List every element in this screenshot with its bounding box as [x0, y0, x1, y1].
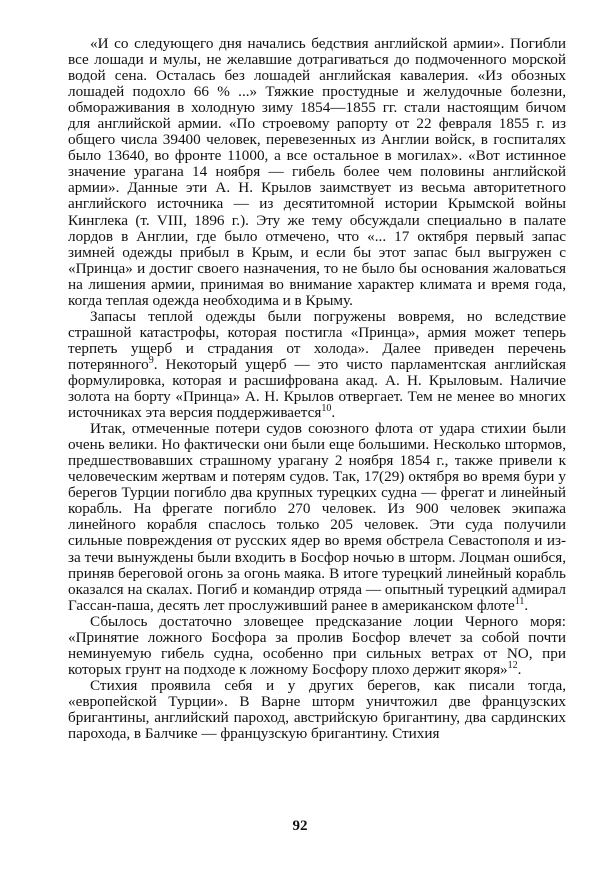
footnote-ref-10: 10 [321, 403, 332, 415]
footnote-ref-9: 9 [148, 354, 154, 366]
footnote-ref-11: 11 [514, 595, 525, 607]
paragraph-1 [68, 36, 566, 309]
footnote-ref-12: 12 [507, 659, 518, 671]
paragraph-1-text: «И со следующего дня начались бедствия английской армии». Погибли все лошади и мулы, не желавшие дотрагиваться до подмоченного морской водой сена. Осталась без лошадей английская кавалерия. «Из обозных лошадей подохло 66 % ...» Тяжкие простудные и желудочные болезни, обмораживания в холодную зиму 1854—1855 гг. стали настоящим бичом для английской армии. «По строевому рапорту от 22 февраля 1855 г. из общего числа 39400 человек, перевезенных из Англии войск, в госпиталях было 13640, во фронте 11000, а все остальное в могилах». «Вот истинное значение урагана 14 ноября — гибель более чем половины английской армии». Данные эти А. Н. Крылов заимствует из весьма авторитетного английского источника — из десятитомной истории Крымской войны Кинглека (т. VIII, 1896 г.). Эту же тему обсуждали специально в палате лордов в Англии, где было отмечено, что «... 17 октября первый запас зимней одежды прибыл в Крым, и если бы этот запас был выгружен с «Принца» и достиг своего назначения, то не было бы основания жаловаться на лишения армии, принимая во внимание характер климата и время года, когда теплая одежда необходима и в Крыму. [68, 35, 566, 309]
paragraph-4 [68, 614, 566, 678]
paragraph-5-text: Стихия проявила себя и у других берегов, как писали тогда, «европейской Турции». В Варне шторм уничтожил две французских бригантины, английский пароход, австрийскую бригантину, два сардинских парохода, в Балчике — французскую бригантину. Стихия [68, 676, 566, 743]
paragraph-2-tail: . [331, 404, 336, 422]
paragraph-4-text: Сбылось достаточно зловещее предсказание лоции Черного моря: «Принятие ложного Босфора за пролив Босфор влечет за собой почти неминуемую гибель судна, особенно при сильных ветрах от NO, при которых грунт на подходе к ложному Босфору плохо держит якоря» [68, 612, 566, 678]
paragraph-3-tail: . [524, 596, 529, 614]
paragraph-2-text: Запасы теплой одежды были погружены вовремя, но вследствие страшной катастрофы, которая постигла «Принца», армия может теперь терпеть ущерб и страдания от холода». Далее приведен перечень потерянного [68, 307, 566, 373]
paragraph-5 [68, 678, 566, 742]
paragraph-3 [68, 421, 566, 614]
paragraph-2 [68, 309, 566, 421]
paragraph-2-text-continued: . Некоторый ущерб — это чисто парламентская английская формулировка, которая и расшифрована акад. А. Н. Крыловым. Наличие золота на борту «Принца» А. Н. Крылов отвергает. Тем не менее во многих источниках эта версия поддерживается [68, 355, 566, 422]
page-number: 92 [292, 818, 308, 834]
paragraph-3-text: Итак, отмеченные потери судов союзного флота от удара стихии были очень велики. Но фактически они были еще большими. Несколько штормов, предшествовавших страшному урагану 2 ноября 1854 г., также привели к человеческим жертвам и потерям судов. Так, 17(29) октября во время бури у берегов Турции погибло два крупных турецких судна — фрегат и линейный корабль. На фрегате погибло 270 человек. Из 900 человек экипажа линейного корабля спаслось только 205 человек. Эти суда получили сильные повреждения от русских ядер во время обстрела Севастополя и из-за течи вынуждены были входить в Босфор ночью в шторм. Лоцман ошибся, приняв береговой огонь за огонь маяка. В итоге турецкий линейный корабль оказался на скалах. Погиб и командир отряда — опытный турецкий адмирал Гассан-паша, десять лет прослуживший ранее в американском флоте [68, 420, 566, 614]
paragraph-4-tail: . [517, 660, 522, 678]
page-body [68, 36, 566, 742]
